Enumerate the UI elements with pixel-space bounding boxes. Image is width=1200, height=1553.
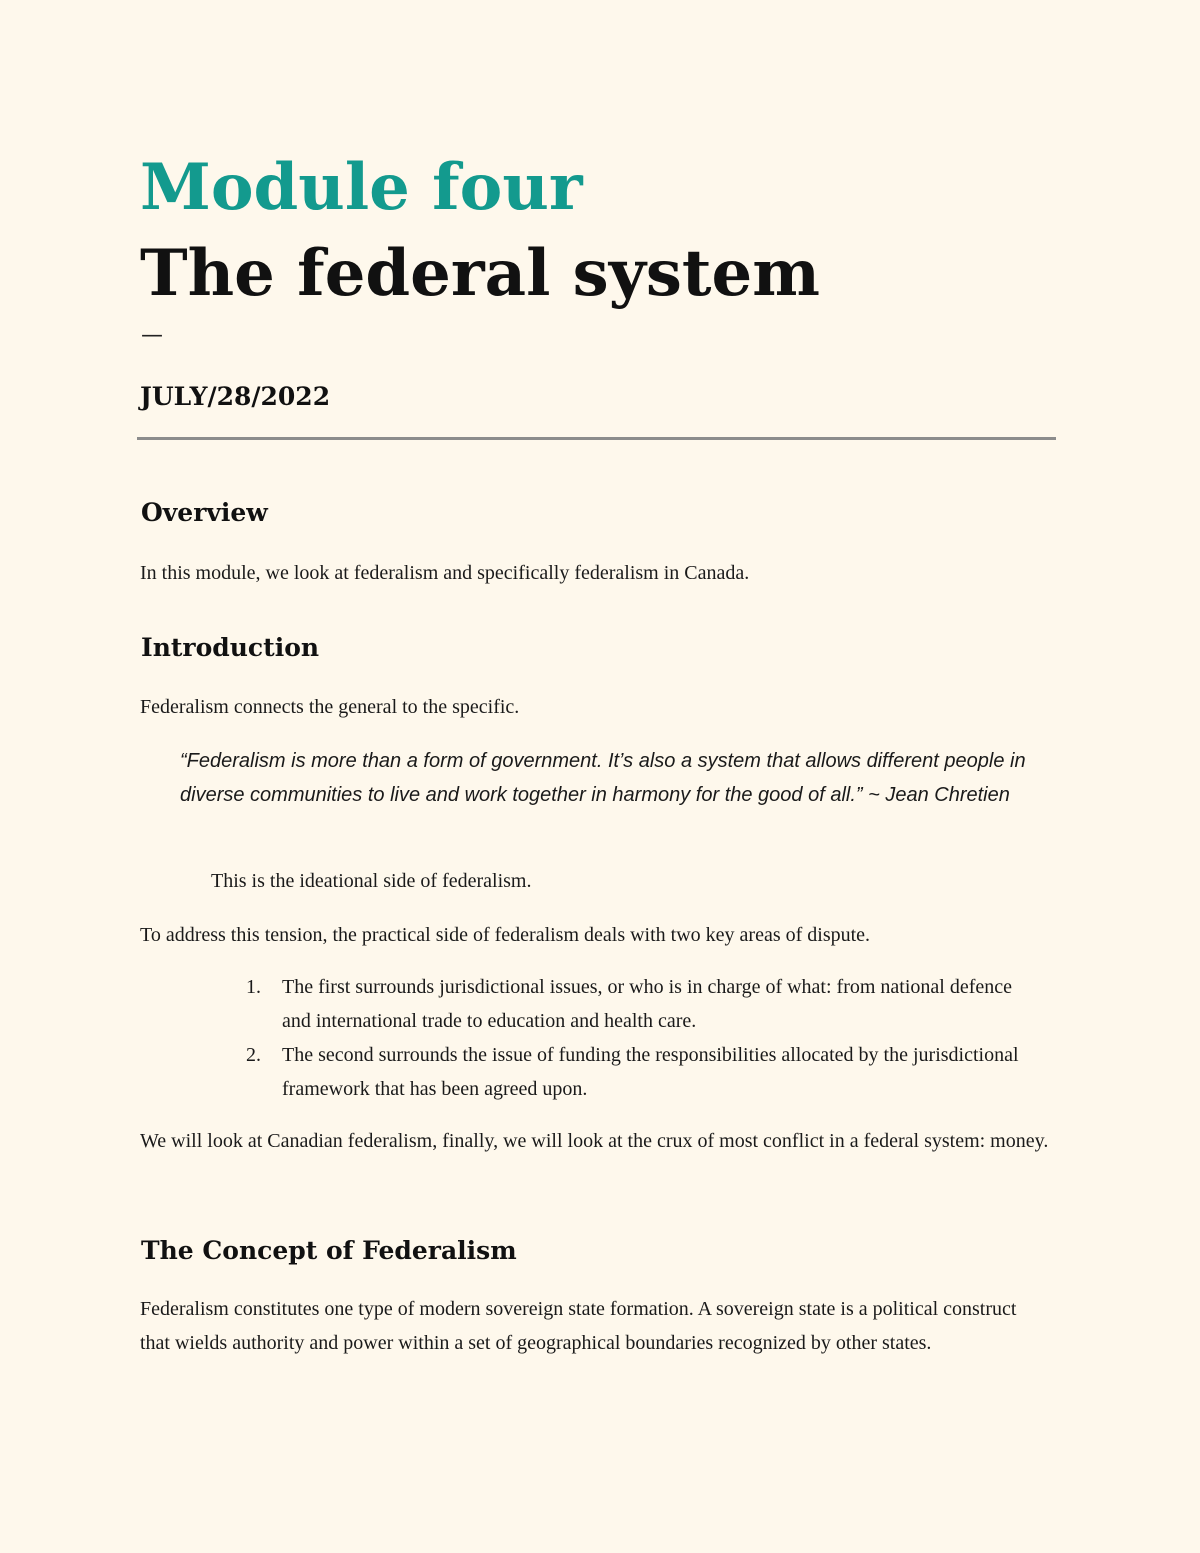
page-title: The federal system: [140, 236, 820, 311]
module-label: Module four: [140, 150, 583, 225]
list-item-number: 2.: [246, 1044, 261, 1066]
concept-heading: The Concept of Federalism: [141, 1236, 517, 1265]
concept-paragraph: Federalism constitutes one type of modern sovereign state formation. A sovereign state is a political construct that wields authority and power within a set of geographical boundaries recognized by other states.: [140, 1298, 1017, 1354]
overview-paragraph: In this module, we look at federalism and specifically federalism in Canada.: [140, 562, 750, 584]
list-item: [240, 970, 1020, 1038]
list-item-text: The second surrounds the issue of funding the responsibilities allocated by the jurisdictional framework that has been agreed upon.: [282, 1044, 1019, 1100]
closing-paragraph: We will look at Canadian federalism, finally, we will look at the crux of most conflict in a federal system: money.: [140, 1130, 1049, 1152]
list-item-text: The first surrounds jurisdictional issues, or who is in charge of what: from national defence and international trade to education and health care.: [282, 976, 1013, 1032]
ideational-paragraph: This is the ideational side of federalism.: [211, 870, 532, 892]
list-item-number: 1.: [246, 976, 261, 998]
tension-paragraph: To address this tension, the practical side of federalism deals with two key areas of dispute.: [140, 924, 871, 946]
list-item: [240, 1038, 1020, 1106]
document-date: JULY/28/2022: [140, 382, 331, 411]
title-dash: —: [141, 323, 163, 348]
overview-heading: Overview: [141, 498, 268, 527]
chretien-quote: “Federalism is more than a form of government. It’s also a system that allows different people in diverse communities to live and work together in harmony for the good of all.” ~ Jean Chretien: [180, 750, 1026, 806]
dispute-list: [240, 970, 1020, 1106]
introduction-paragraph: Federalism connects the general to the specific.: [140, 696, 520, 718]
horizontal-divider: [137, 437, 1056, 440]
introduction-heading: Introduction: [141, 633, 320, 662]
